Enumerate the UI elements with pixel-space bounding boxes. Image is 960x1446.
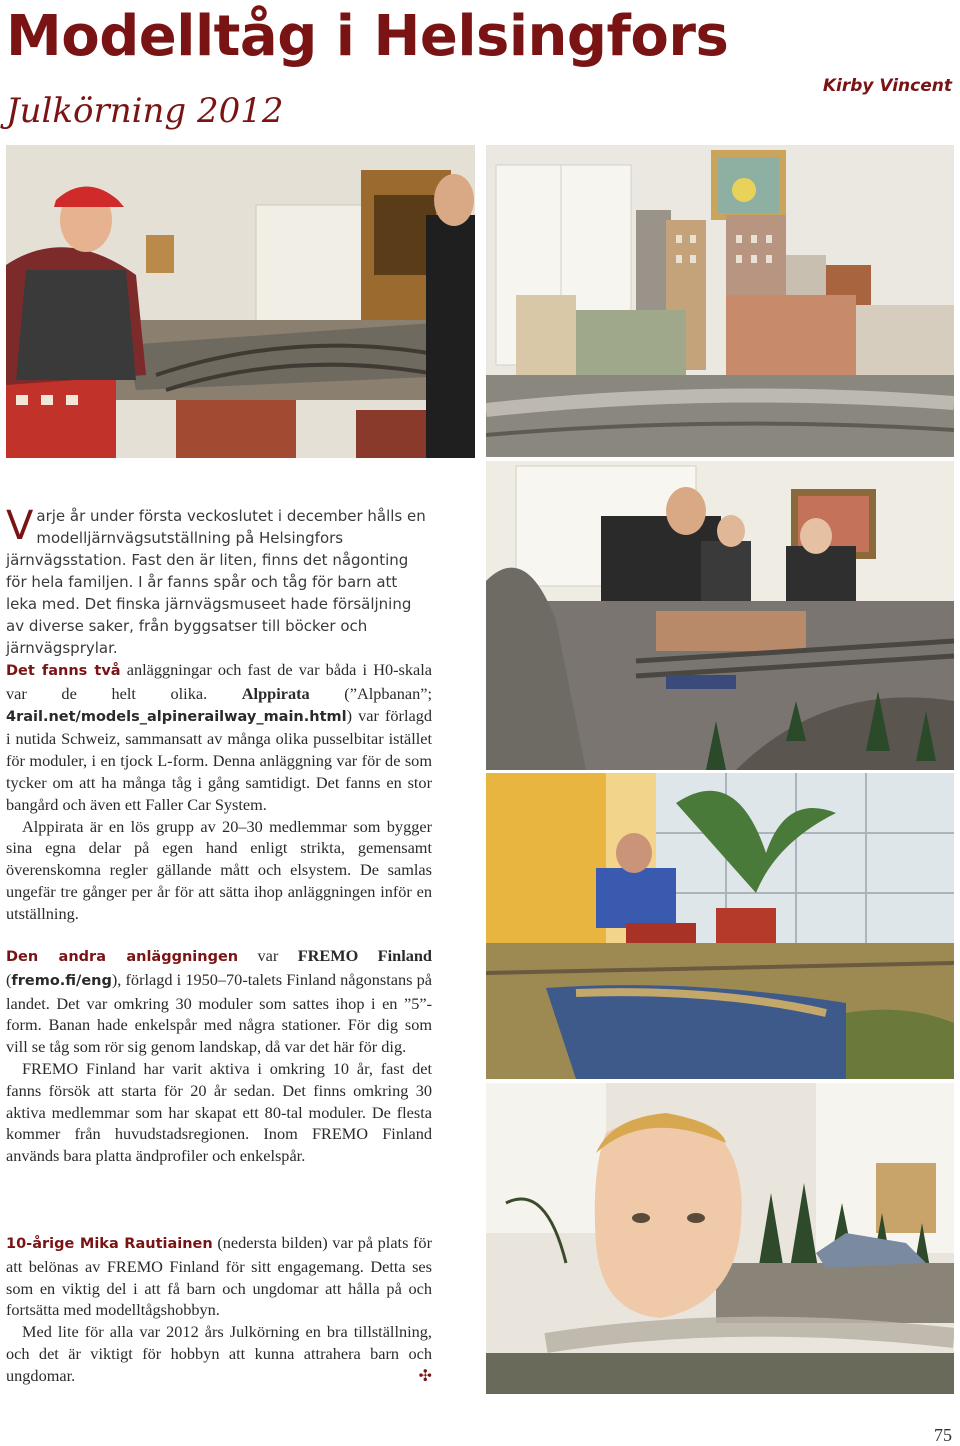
- article-title: Modelltåg i Helsingfors: [6, 4, 729, 69]
- end-mark-icon: ✣: [418, 1365, 432, 1385]
- layout-name: Alppirata: [241, 683, 310, 703]
- drop-cap: V: [6, 503, 34, 549]
- intro-text: arje år under första veckoslutet i december hålls en modelljärnvägsutställning på Helsingfors järnvägsstation. Fast den är liten, finns det någonting för hela familjen. I år fanns spår och tåg för barn att leka med. Det finska järnvägsmuseet hade försäljning av diverse saker, från byggsatser till böcker och järnvägsprylar.: [6, 507, 426, 657]
- paragraph: FREMO Finland har varit aktiva i omkring 10 år, fast det fanns försök att starta för 20 år sedan. Det finns omkring 30 aktiva medlemmar som har skapat ett 80-tal moduler. De flesta kommer från huvudstadsregionen. Inom FREMO Finland används bara platta ändprofiler och enkelspår.: [6, 1058, 432, 1166]
- section-lead: Den andra anläggningen: [6, 949, 239, 965]
- paragraph: Den andra anläggningen var FREMO Finland (fremo.fi/eng), förlagd i 1950–70-talets Finland någonstans på landet. Det var omkring 30 moduler som sattes ihop i en ”5”-form. Banan hade enkelspår med några stationer. För dig som vill se tåg som rör sig genom landskap, då var det här för dig.: [6, 946, 432, 1057]
- fremo-link[interactable]: fremo.fi/eng: [11, 972, 112, 989]
- section-mika: [6, 1232, 432, 1387]
- photo-boy-mika: [486, 1083, 954, 1394]
- paragraph: Alppirata är en lös grupp av 20–30 medlemmar som bygger sina egna delar på egen hand enligt strikta, gemensamt överenskomna regler gällande mått och elsystem. De samlas ungefär tre gånger per år för att sätta ihop anläggningen inför en utställning.: [6, 816, 432, 923]
- layout-name: FREMO Finland: [297, 946, 432, 965]
- section-alppirata: [6, 659, 432, 925]
- intro-paragraph: [6, 505, 432, 659]
- photo-fremo-river-layout: [486, 773, 954, 1079]
- author-name: Kirby Vincent: [822, 76, 952, 96]
- alppirata-link[interactable]: 4rail.net/models_alpinerailway_main.html: [6, 708, 347, 725]
- section-lead: Det fanns två: [6, 663, 121, 679]
- paragraph: 10-årige Mika Rautiainen (nedersta bilden) var på plats för att belönas av FREMO Finland för sitt engagemang. Detta ses som en viktig del i att få barn och ungdomar att hålla på och fortsätta med modelltågshobbyn.: [6, 1233, 432, 1320]
- article-subtitle: Julkörning 2012: [6, 91, 284, 131]
- paragraph: Det fanns två anläggningar och fast de var båda i H0-skala var de helt olika. Alppirata (”Alpbanan”; 4rail.net/models_alpinerailway_main.html) var förlagd i nutida Schweiz, sammansatt av många olika pusselbitar istället för moduler, i en tjock L-form. Denna anläggning var för de som tycker om att ha många tåg i gång samtidigt. Det fanns en stor bangård och även ett Faller Car System.: [6, 660, 433, 814]
- paragraph: Med lite för alla var 2012 års Julkörning en bra tillställning, och det är viktigt för hobbyn att kunna attrahera barn och ungdomar. ✣: [6, 1322, 432, 1385]
- section-fremo: [6, 945, 432, 1167]
- photo-model-buildings: [486, 145, 954, 457]
- photo-alpine-layout-visitors: [486, 461, 954, 770]
- page-number: 75: [934, 1425, 952, 1445]
- section-lead: 10-årige Mika Rautiainen: [6, 1236, 213, 1252]
- photo-man-red-cap: [6, 145, 475, 458]
